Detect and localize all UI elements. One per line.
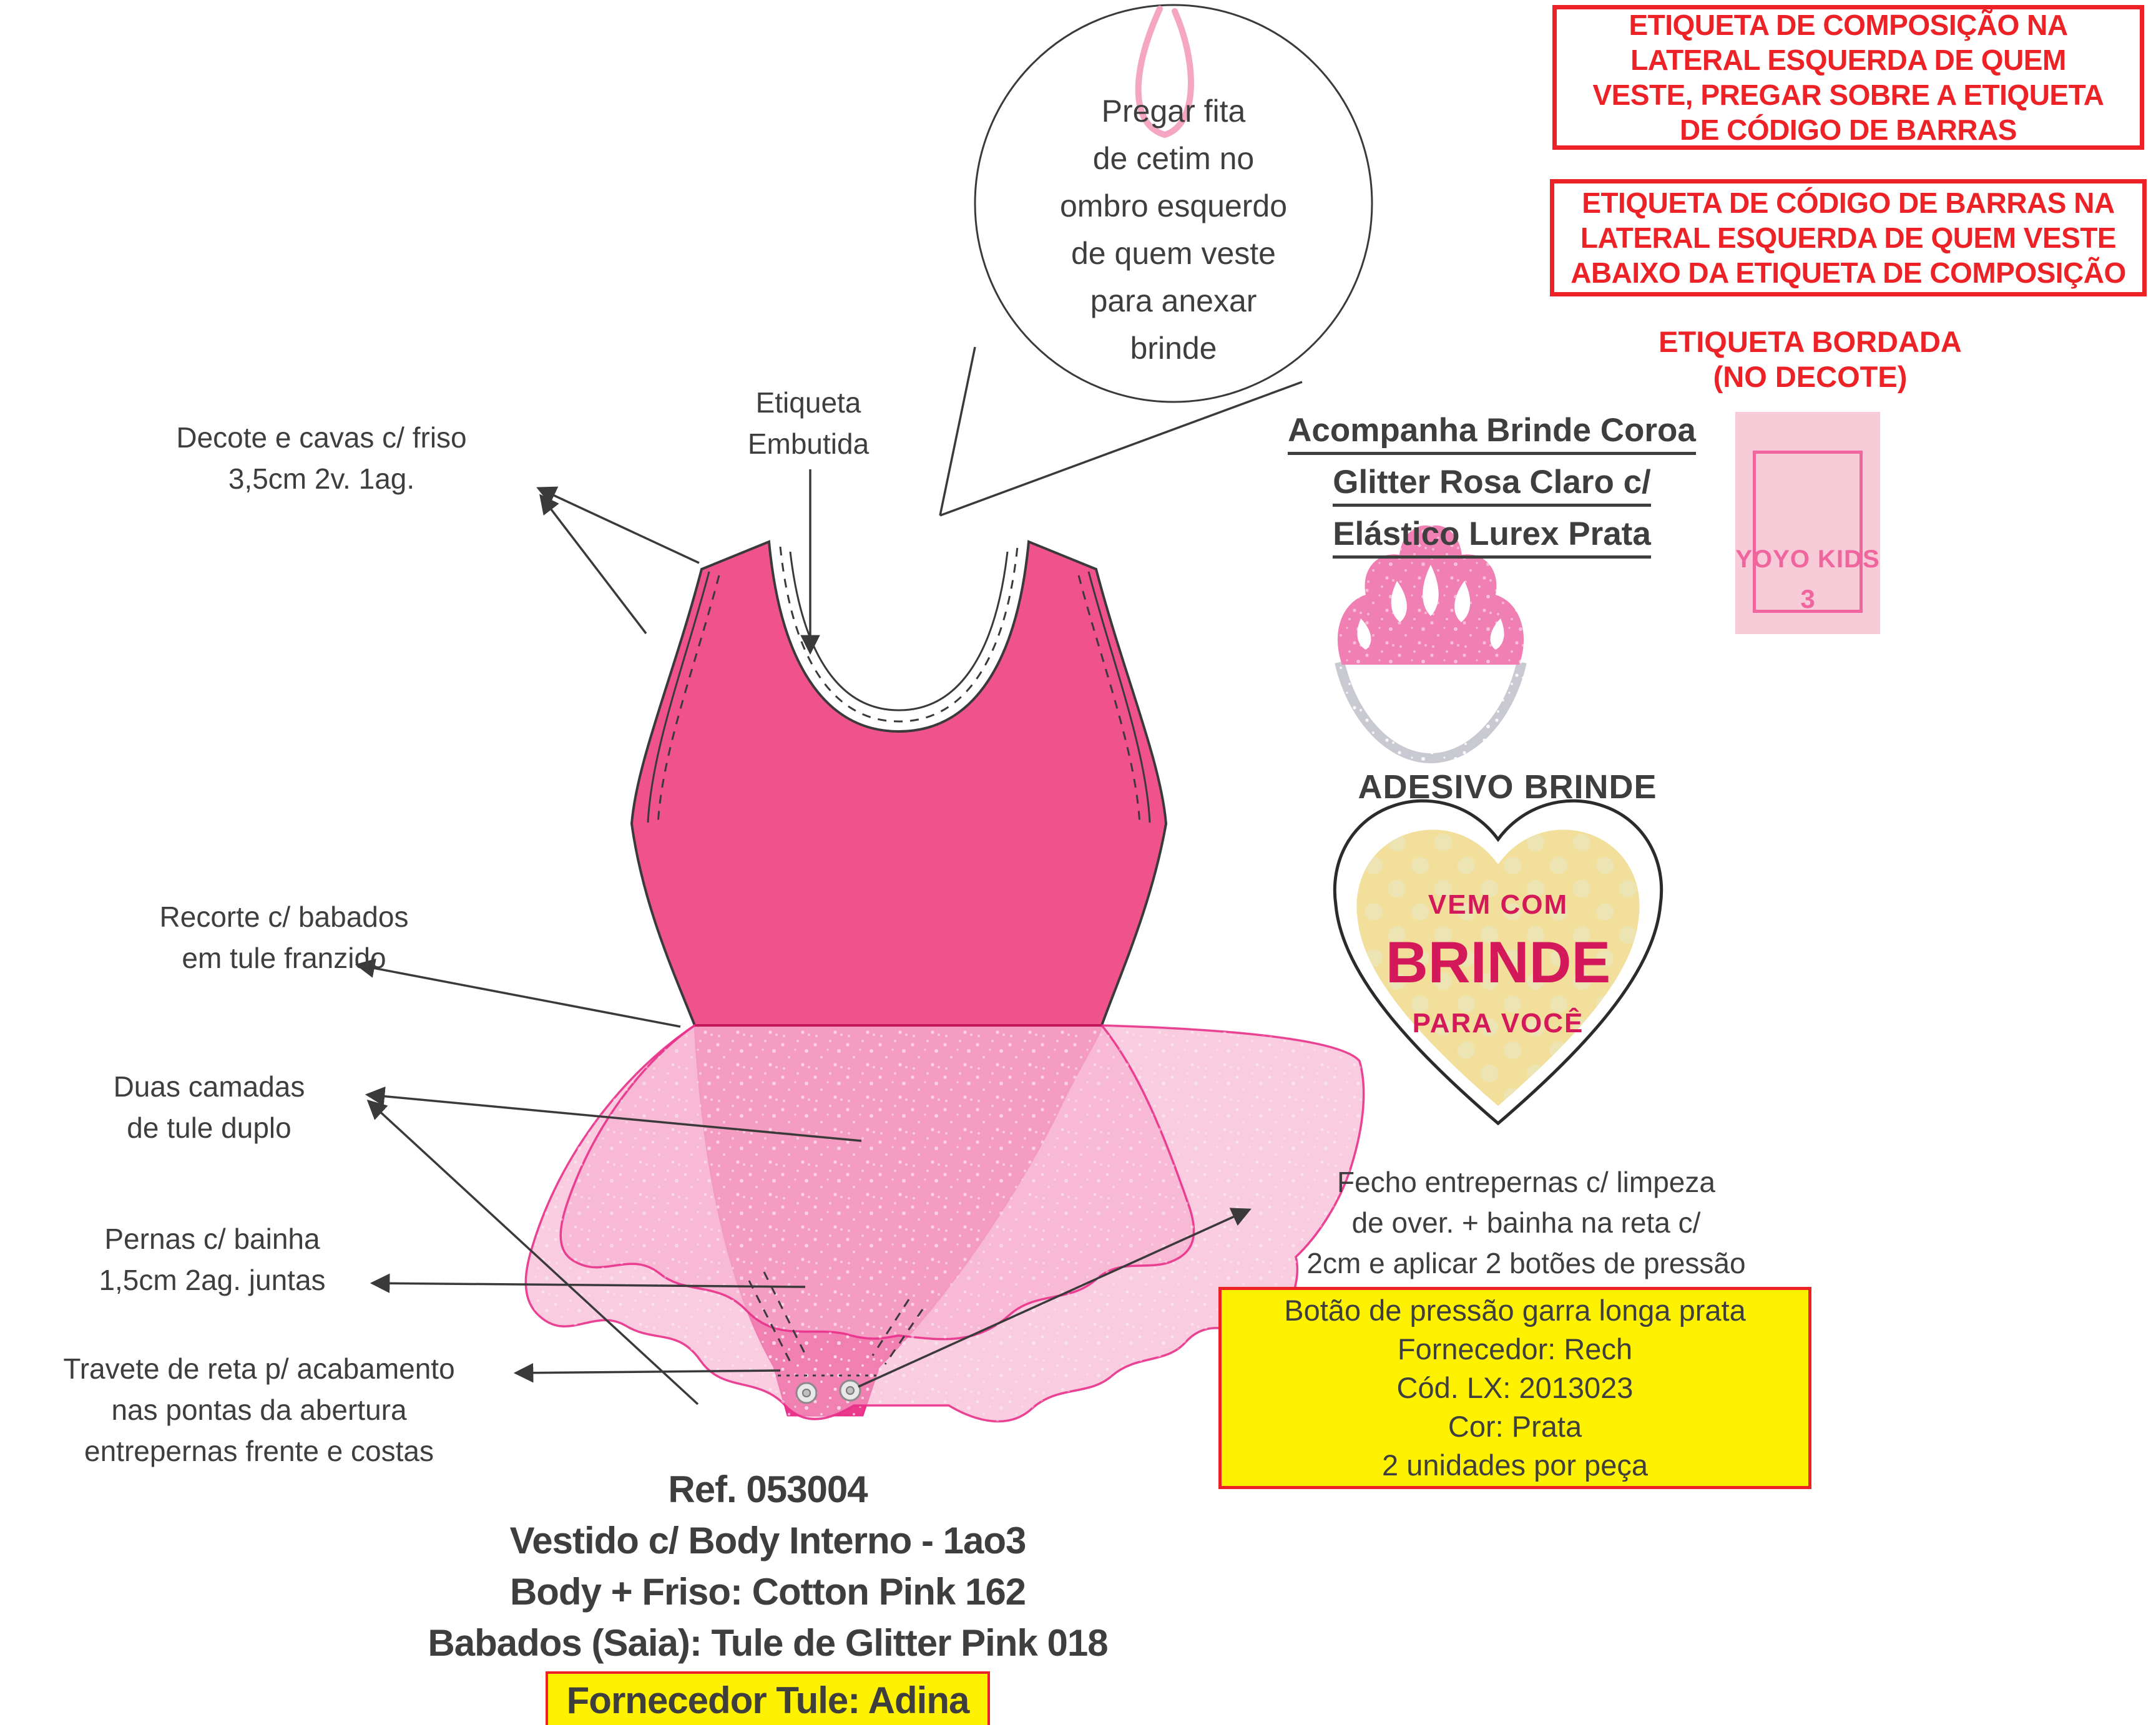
brinde-heading-line-1: Glitter Rosa Claro c/ <box>1333 464 1651 507</box>
annotation-recorte-line-0: Recorte c/ babados <box>159 901 409 933</box>
button-spec-box-line-1: Fornecedor: Rech <box>1397 1332 1633 1366</box>
footer-fornecedor-badge: Fornecedor Tule: Adina <box>546 1671 991 1725</box>
balloon-note <box>986 87 1361 372</box>
balloon-note-line-0: Pregar fita <box>1101 94 1246 129</box>
balloon-note-line-2: ombro esquerdo <box>1059 188 1288 223</box>
annotation-travete-line-2: entrepernas frente e costas <box>84 1435 434 1467</box>
crown-band-glitter <box>1340 662 1522 758</box>
button-spec-box <box>1218 1287 1811 1489</box>
note-box-composicao-line-0: ETIQUETA DE COMPOSIÇÃO NA <box>1629 9 2068 41</box>
garment-body <box>632 542 1166 1025</box>
button-spec-box-line-0: Botão de pressão garra longa prata <box>1284 1294 1746 1327</box>
annotation-duas-camadas-line-1: de tule duplo <box>127 1112 292 1144</box>
annotation-travete-line-0: Travete de reta p/ acabamento <box>63 1352 455 1385</box>
crown-elastic-band <box>1340 662 1522 758</box>
balloon-note-line-5: brinde <box>1130 331 1217 366</box>
note-box-codigo-barras-line-0: ETIQUETA DE CÓDIGO DE BARRAS NA <box>1582 187 2115 219</box>
balloon-note-line-1: de cetim no <box>1092 141 1255 176</box>
note-box-codigo-barras-line-1: LATERAL ESQUERDA DE QUEM VESTE <box>1580 222 2117 254</box>
woven-label-size: 3 <box>1800 584 1815 613</box>
woven-label-top-strip <box>1735 398 1880 412</box>
footer-ref: Ref. 053004 <box>668 1468 868 1510</box>
footer-body-fabric: Body + Friso: Cotton Pink 162 <box>509 1571 1026 1613</box>
annotation-pernas <box>28 1218 396 1301</box>
woven-label-brand: YOYO KIDS <box>1735 545 1880 573</box>
sticker-text-bottom: PARA VOCÊ <box>1412 1008 1584 1038</box>
note-etiqueta-bordada-line-1: (NO DECOTE) <box>1713 360 1908 393</box>
note-box-composicao-line-2: VESTE, PREGAR SOBRE A ETIQUETA <box>1592 79 2104 111</box>
footer-block <box>187 1464 1348 1725</box>
neck-binding <box>790 552 1007 710</box>
annotation-decote-line-1: 3,5cm 2v. 1ag. <box>228 462 415 495</box>
balloon-note-line-3: de quem veste <box>1071 236 1276 271</box>
note-etiqueta-bordada <box>1642 325 1979 394</box>
button-spec-box-line-2: Cód. LX: 2013023 <box>1396 1371 1634 1404</box>
annotation-fecho-line-1: de over. + bainha na reta c/ <box>1351 1206 1701 1239</box>
balloon-pointer-line-1 <box>940 347 975 516</box>
note-etiqueta-bordada-line-0: ETIQUETA BORDADA <box>1659 325 1962 358</box>
annotation-travete-line-1: nas pontas da abertura <box>111 1394 407 1426</box>
note-box-codigo-barras <box>1550 179 2147 296</box>
annotation-etiqueta-embutida-line-0: Etiqueta <box>755 386 861 419</box>
arrow-decote-2 <box>541 496 646 633</box>
note-box-composicao <box>1552 5 2144 150</box>
annotation-decote <box>106 417 537 499</box>
sticker-text-middle: BRINDE <box>1385 929 1611 995</box>
annotation-decote-line-0: Decote e cavas c/ friso <box>176 421 467 454</box>
brinde-heading-line-0: Acompanha Brinde Coroa <box>1288 412 1696 455</box>
annotation-recorte-line-1: em tule franzido <box>182 942 386 974</box>
annotation-fecho-line-2: 2cm e aplicar 2 botões de pressão <box>1306 1247 1746 1279</box>
sticker-text-top: VEM COM <box>1428 889 1569 920</box>
button-spec-box-line-3: Cor: Prata <box>1448 1410 1582 1443</box>
footer-desc: Vestido c/ Body Interno - 1ao3 <box>509 1520 1026 1561</box>
annotation-duas-camadas-line-0: Duas camadas <box>113 1070 305 1103</box>
annotation-pernas-line-1: 1,5cm 2ag. juntas <box>99 1264 326 1296</box>
annotation-duas-camadas <box>31 1066 387 1148</box>
adesivo-heading: ADESIVO BRINDE <box>1358 768 1657 806</box>
snap-button-left-hole <box>803 1389 810 1397</box>
annotation-pernas-line-0: Pernas c/ bainha <box>104 1223 320 1255</box>
note-box-composicao-line-1: LATERAL ESQUERDA DE QUEM <box>1630 44 2066 76</box>
woven-label <box>1735 398 1880 634</box>
note-box-composicao-line-3: DE CÓDIGO DE BARRAS <box>1680 114 2017 146</box>
annotation-etiqueta-embutida <box>677 382 939 464</box>
annotation-travete <box>0 1348 518 1472</box>
annotation-fecho-line-0: Fecho entrepernas c/ limpeza <box>1337 1166 1715 1198</box>
brinde-heading <box>1236 412 1748 567</box>
annotation-etiqueta-embutida-line-1: Embutida <box>747 428 870 460</box>
balloon-note-line-4: para anexar <box>1090 283 1257 318</box>
button-spec-box-line-4: 2 unidades por peça <box>1382 1449 1648 1482</box>
annotation-fecho <box>1236 1162 1816 1284</box>
brinde-heading-line-2: Elástico Lurex Prata <box>1333 516 1651 559</box>
note-box-codigo-barras-line-2: ABAIXO DA ETIQUETA DE COMPOSIÇÃO <box>1570 257 2126 289</box>
snap-button-right-hole <box>846 1387 854 1394</box>
footer-babados-fabric: Babados (Saia): Tule de Glitter Pink 018 <box>428 1622 1108 1664</box>
annotation-recorte <box>94 896 474 979</box>
